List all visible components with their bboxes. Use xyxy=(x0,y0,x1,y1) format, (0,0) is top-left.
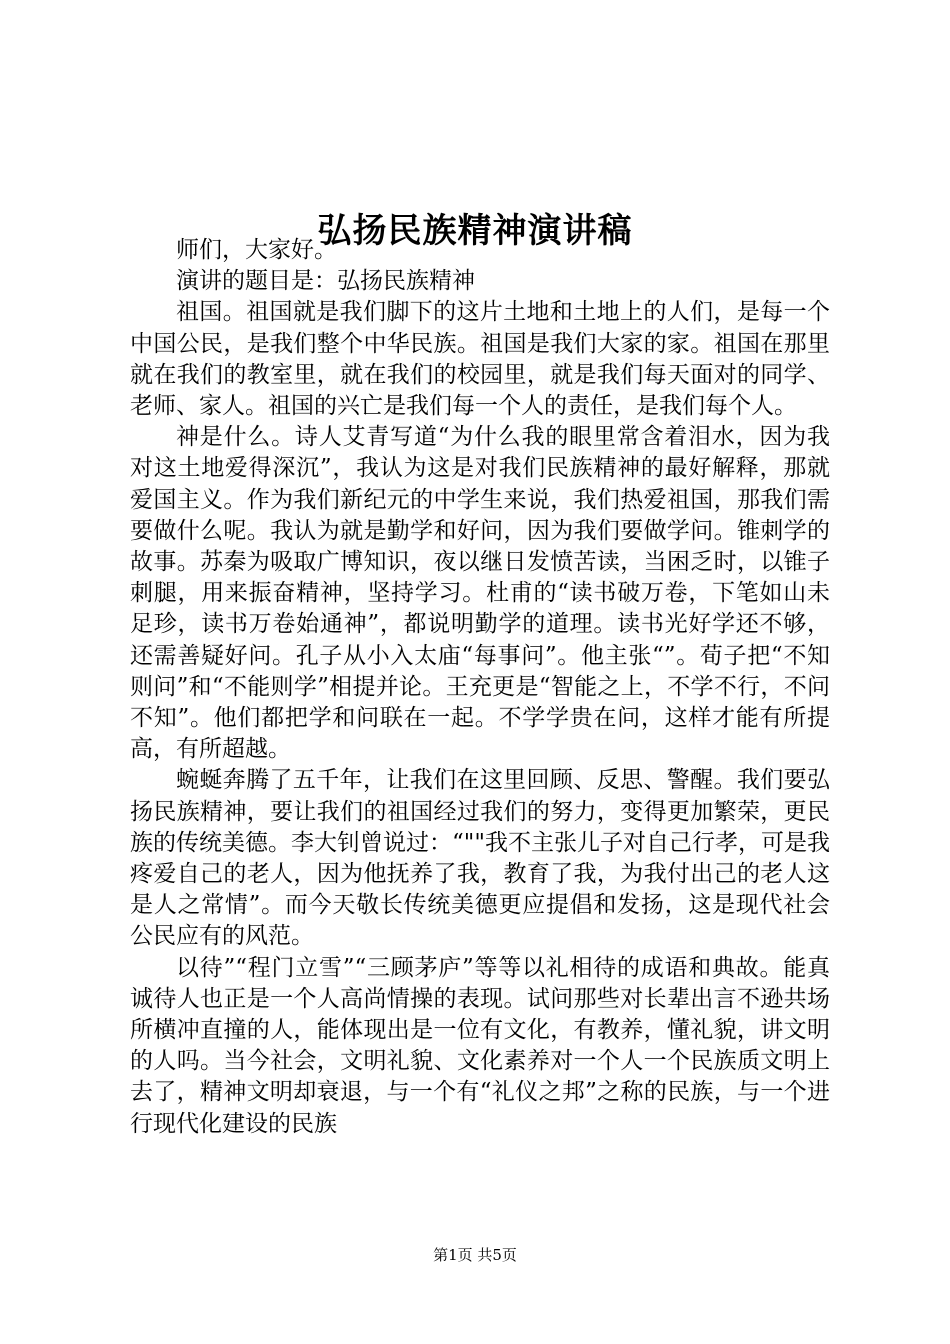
document-title: 弘扬民族精神演讲稿 xyxy=(317,210,633,251)
page-number: 第1页 共5页 xyxy=(433,1246,517,1264)
paragraph-motherland: 祖国。祖国就是我们脚下的这片土地和土地上的人们，是每一个中国公民，是我们整个中华民族。祖国是我们大家的家。祖国在那里就在我们的教室里，就在我们的校园里，就是我们每天面对的同学、老师、家人。祖国的兴亡是我们每一个人的责任，是我们每个人。 xyxy=(130,299,830,420)
document-body xyxy=(130,235,830,1140)
paragraph-courtesy: 以待”“程门立雪”“三顾茅庐”等等以礼相待的成语和典故。能真诚待人也正是一个人高尚情操的表现。试问那些对长辈出言不逊共场所横冲直撞的人，能体现出是一位有文化，有教养，懂礼貌，讲文明的人吗。当今社会，文明礼貌、文化素养对一个人一个民族质文明上去了，精神文明却衰退，与一个有“礼仪之邦”之称的民族，与一个进行现代化建设的民族 xyxy=(130,954,830,1137)
paragraph-topic: 演讲的题目是：弘扬民族精神 xyxy=(176,268,475,295)
paragraph-greeting: 师们，大家好。 xyxy=(176,237,337,263)
paragraph-spirit: 神是什么。诗人艾青写道“为什么我的眼里常含着泪水，因为我对这土地爱得深沉”，我认为这是对我们民族精神的最好解释，那就爱国主义。作为我们新纪元的中学生来说，我们热爱祖国，那我们需要做什么呢。我认为就是勤学和好问，因为我们要做学问。锥刺学的故事。苏秦为吸取广博知识，夜以继日发愤苦读，当困乏时，以锥子刺腿，用来振奋精神，坚持学习。杜甫的“读书破万卷，下笔如山未足珍，读书万卷始通神”，都说明勤学的道理。读书光好学还不够，还需善疑好问。孔子从小入太庙“每事问”。他主张“”。荀子把“不知则问”和“不能则学”相提并论。王充更是“智能之上，不学不行，不问不知”。他们都把学和问联在一起。不学学贵在问，这样才能有所提高，有所超越。 xyxy=(130,424,830,763)
paragraph-history: 蜿蜒奔腾了五千年，让我们在这里回顾、反思、警醒。我们要弘扬民族精神，要让我们的祖国经过我们的努力，变得更加繁荣，更民族的传统美德。李大钊曾说过：“""我不主张儿子对自己行孝，可是我疼爱自己的老人，因为他抚养了我，教育了我，为我付出己的老人这是人之常情”。而今天敬长传统美德更应提倡和发扬，这是现代社会公民应有的风范。 xyxy=(130,767,830,950)
